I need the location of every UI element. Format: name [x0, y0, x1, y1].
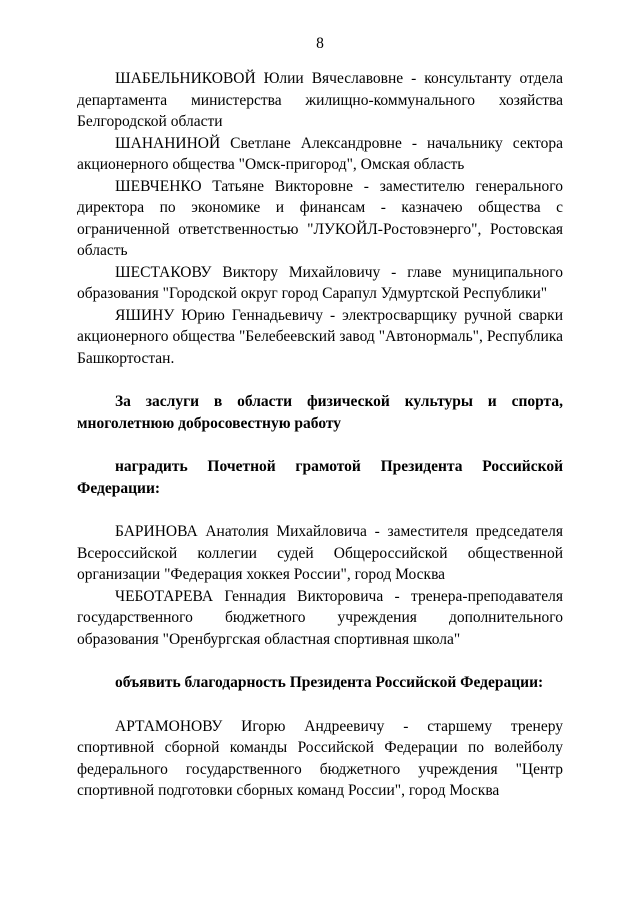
award-entry: ШЕВЧЕНКО Татьяне Викторовне - заместителю генерального директора по экономике и финансам - казначею общества с ограниченной ответственностью "ЛУКОЙЛ-Ростовэнерго", Ростовская область: [77, 177, 563, 259]
award-entry: ЧЕБОТАРЕВА Геннадия Викторовича - тренера-преподавателя государственного бюджетного учреждения дополнительного образования "Оренбургская областная спортивная школа": [77, 587, 563, 648]
page-number: 8: [316, 35, 324, 52]
award-entry: ЯШИНУ Юрию Геннадьевичу - электросварщику ручной сварки акционерного общества "Белебеевский завод "Автонормаль", Республика Башкортостан.: [77, 306, 563, 367]
award-heading: наградить Почетной грамотой Президента Российской Федерации:: [77, 458, 563, 497]
merit-heading: За заслуги в области физической культуры и спорта, многолетнюю добросовестную работу: [77, 393, 563, 432]
award-entry: ШАБЕЛЬНИКОВОЙ Юлии Вячеславовне - консультанту отдела департамента министерства жилищно-коммунального хозяйства Белгородской области: [77, 70, 563, 130]
award-entry: БАРИНОВА Анатолия Михайловича - заместителя председателя Всероссийской коллегии судей Общероссийской общественной организации "Федерация хоккея России", город Москва: [77, 523, 563, 583]
gratitude-heading: объявить благодарность Президента Российской Федерации:: [115, 674, 544, 691]
award-entry: ШЕСТАКОВУ Виктору Михайловичу - главе муниципального образования "Городской округ город Сарапул Удмуртской Республики": [77, 263, 563, 302]
award-entry: ШАНАНИНОЙ Светлане Александровне - начальнику сектора акционерного общества "Омск-пригород", Омская область: [77, 134, 563, 173]
document-body: [77, 68, 563, 802]
award-entry: АРТАМОНОВУ Игорю Андреевичу - старшему тренеру спортивной сборной команды Российской Федерации по волейболу федерального государственного бюджетного учреждения "Центр спортивной подготовки сборных команд России", город Москва: [77, 717, 563, 799]
